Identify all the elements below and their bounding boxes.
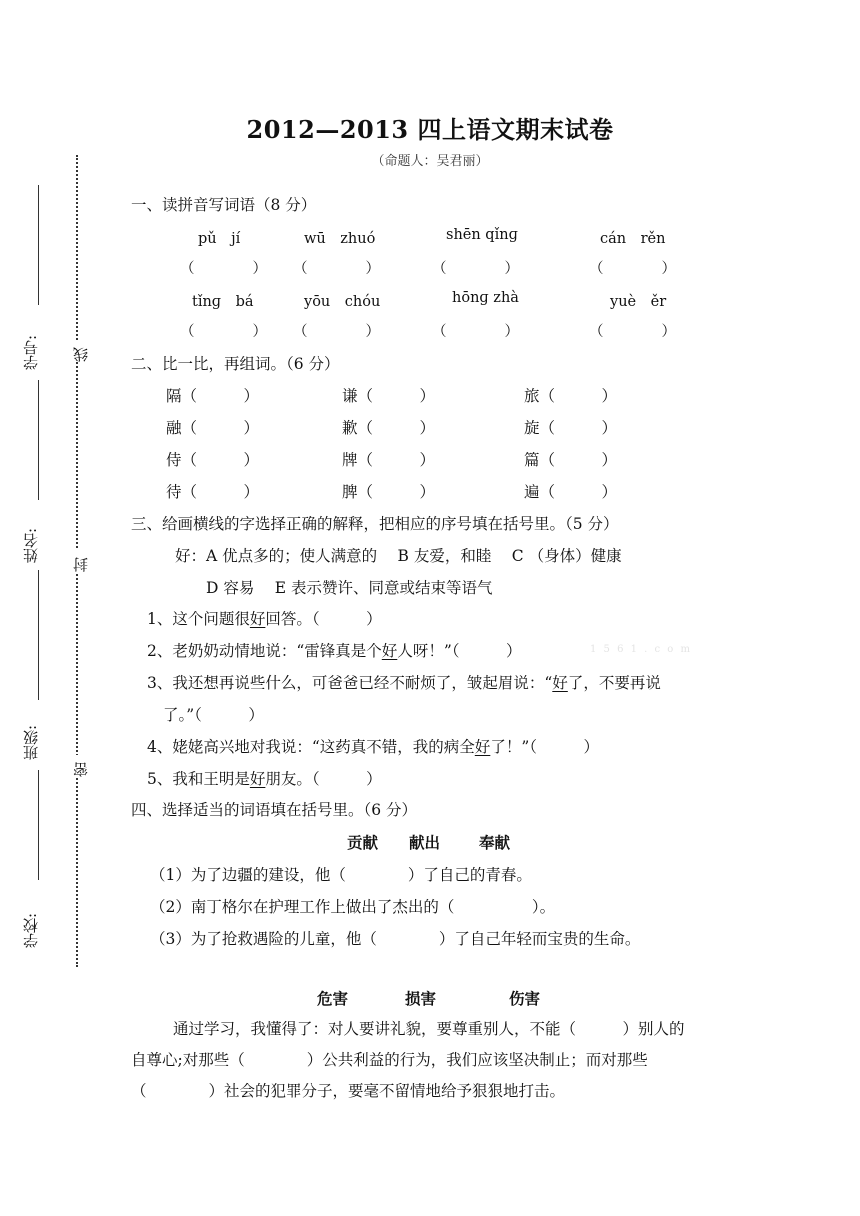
pinyin-1: pǔ jí bbox=[198, 231, 241, 247]
question-1: 1、这个问题很好回答。（ ） bbox=[147, 610, 382, 628]
answer-blank[interactable]: 回答。（ ） bbox=[265, 610, 382, 628]
answer-blank[interactable]: （ ） bbox=[293, 261, 380, 277]
fill-sentence-2[interactable]: （2）南丁格尔在护理工作上做出了杰出的（ ）。 bbox=[150, 898, 556, 916]
pinyin-3: shēn qǐnɡ bbox=[446, 227, 518, 243]
pinyin-2: wū zhuó bbox=[304, 231, 376, 247]
section-4-heading: 四、选择适当的词语填在括号里。（6 分） bbox=[131, 801, 418, 819]
answer-blank[interactable]: 了！”（ ） bbox=[490, 738, 599, 756]
fill-paragraph-line-2[interactable]: 自尊心;对那些（ ）公共利益的行为，我们应该坚决制止；而对那些 bbox=[131, 1051, 648, 1069]
pinyin-5: tǐnɡ bá bbox=[192, 294, 254, 310]
question-2: 2、老奶奶动情地说：“雷锋真是个好人呀！”（ ） bbox=[147, 642, 522, 660]
pinyin-4: cán rěn bbox=[600, 231, 666, 247]
class-label: 班级: bbox=[22, 724, 40, 760]
seal-char-mi: 密 bbox=[70, 755, 86, 777]
word-choice: 献出 bbox=[409, 833, 441, 852]
seal-char-feng: 封 bbox=[70, 550, 86, 572]
school-line bbox=[38, 770, 39, 880]
question-5: 5、我和王明是好朋友。（ ） bbox=[147, 770, 382, 788]
underlined-word: 好 bbox=[474, 738, 491, 756]
compare-item[interactable]: 待（ ） bbox=[166, 483, 260, 501]
word-choice: 危害 bbox=[317, 989, 349, 1008]
underlined-word: 好 bbox=[381, 642, 398, 660]
compare-item[interactable]: 旅（ ） bbox=[524, 387, 618, 405]
name-line bbox=[38, 380, 39, 500]
word-choice: 奉献 bbox=[479, 833, 511, 852]
pinyin-6: yōu chóu bbox=[304, 294, 381, 310]
school-label: 学校: bbox=[22, 912, 40, 948]
fill-paragraph-line-3[interactable]: （ ）社会的犯罪分子，要毫不留情地给予狠狠地打击。 bbox=[131, 1082, 566, 1100]
compare-item[interactable]: 隔（ ） bbox=[166, 387, 260, 405]
exam-author: （命题人：吴君丽） bbox=[371, 154, 489, 169]
answer-blank[interactable]: （ ） bbox=[432, 324, 519, 340]
fill-sentence-3[interactable]: （3）为了抢救遇险的儿童，他（ ）了自己年轻而宝贵的生命。 bbox=[150, 930, 641, 948]
question-4: 4、姥姥高兴地对我说：“这药真不错，我的病全好了！”（ ） bbox=[147, 738, 599, 756]
answer-blank[interactable]: （ ） bbox=[589, 324, 676, 340]
watermark-text: 1 5 6 1 . c o m bbox=[590, 644, 692, 655]
class-line bbox=[38, 570, 39, 700]
question-3-continued[interactable]: 了。”（ ） bbox=[163, 706, 264, 724]
compare-item[interactable]: 遍（ ） bbox=[524, 483, 618, 501]
word-choice: 损害 bbox=[405, 989, 437, 1008]
compare-item[interactable]: 侍（ ） bbox=[166, 451, 260, 469]
answer-blank[interactable]: （ ） bbox=[432, 261, 519, 277]
section-2-heading: 二、比一比，再组词。（6 分） bbox=[131, 355, 340, 373]
underlined-word: 好 bbox=[249, 770, 266, 788]
name-label: 姓名: bbox=[22, 527, 40, 563]
pinyin-8: yuè ěr bbox=[610, 294, 667, 310]
compare-item[interactable]: 牌（ ） bbox=[342, 451, 436, 469]
answer-blank[interactable]: （ ） bbox=[293, 324, 380, 340]
compare-item[interactable]: 歉（ ） bbox=[342, 419, 436, 437]
section-3-heading: 三、给画横线的字选择正确的解释，把相应的序号填在括号里。（5 分） bbox=[131, 515, 619, 533]
underlined-word: 好 bbox=[552, 674, 568, 692]
student-id-line bbox=[38, 185, 39, 305]
fill-paragraph-line-1[interactable]: 通过学习，我懂得了：对人要讲礼貌，要尊重别人，不能（ ）别人的 bbox=[173, 1020, 685, 1038]
seal-char-xian: 线 bbox=[70, 340, 86, 362]
word-choice: 贡献 bbox=[347, 833, 379, 852]
compare-item[interactable]: 谦（ ） bbox=[342, 387, 436, 405]
compare-item[interactable]: 旋（ ） bbox=[524, 419, 618, 437]
definition-options-1: 好：A 优点多的；使人满意的 B 友爱，和睦 C （身体）健康 bbox=[175, 547, 622, 565]
compare-item[interactable]: 篇（ ） bbox=[524, 451, 618, 469]
answer-blank[interactable]: （ ） bbox=[180, 261, 267, 277]
exam-title: 2012—2013 四上语文期末试卷 bbox=[246, 115, 614, 144]
question-3: 3、我还想再说些什么，可爸爸已经不耐烦了，皱起眉说：“好了，不要再说 bbox=[147, 674, 661, 692]
underlined-word: 好 bbox=[249, 610, 266, 628]
fill-sentence-1[interactable]: （1）为了边疆的建设，他（ ）了自己的青春。 bbox=[150, 866, 532, 884]
answer-blank[interactable]: （ ） bbox=[180, 324, 267, 340]
answer-blank[interactable]: 人呀！”（ ） bbox=[397, 642, 522, 660]
section-1-heading: 一、读拼音写词语（8 分） bbox=[131, 196, 317, 214]
compare-item[interactable]: 脾（ ） bbox=[342, 483, 436, 501]
pinyin-7: hōnɡ zhà bbox=[452, 290, 519, 306]
student-id-label: 学号: bbox=[22, 334, 40, 370]
compare-item[interactable]: 融（ ） bbox=[166, 419, 260, 437]
definition-options-2: D 容易 E 表示赞许、同意或结束等语气 bbox=[206, 579, 493, 597]
answer-blank[interactable]: 朋友。（ ） bbox=[265, 770, 382, 788]
answer-blank[interactable]: （ ） bbox=[589, 261, 676, 277]
word-choice: 伤害 bbox=[509, 989, 541, 1008]
